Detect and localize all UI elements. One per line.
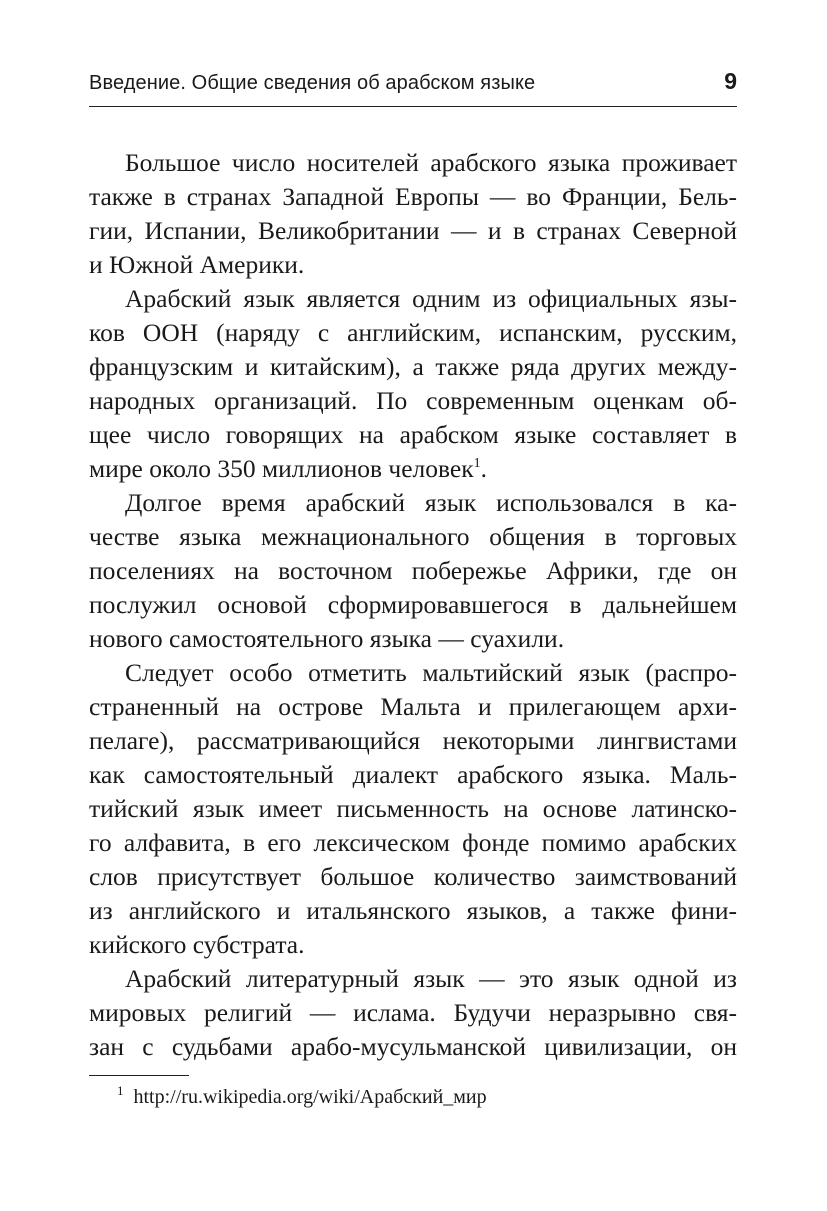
text-line: Арабский литературный язык — это язык одной из	[125, 964, 737, 993]
text-line: Долгое время арабский язык использовался в ка-	[125, 488, 737, 517]
text-line: из английского и итальянского языков, а также фини-	[89, 896, 737, 925]
text-line	[89, 452, 737, 486]
text-line: французским и китайским), а также ряда других между-	[89, 352, 737, 381]
text-line: го алфавита, в его лексическом фонде помимо арабских	[89, 828, 737, 857]
running-header	[89, 66, 737, 107]
text-line: нового самостоятельного языка — суахили.	[89, 624, 565, 653]
text-line: мировых религий — ислама. Будучи неразрывно свя-	[89, 998, 737, 1027]
footnote-separator	[89, 1075, 189, 1076]
text-line: страненный на острове Мальта и прилегающем архи-	[89, 692, 737, 721]
text-line: пелаге), рассматривающийся некоторыми лингвистами	[89, 726, 737, 755]
text-line: Большое число носителей арабского языка проживает	[125, 148, 737, 177]
text-line: честве языка межнационального общения в торговых	[89, 522, 737, 551]
footnote	[117, 1084, 487, 1110]
text-line: щее число говорящих на арабском языке составляет в	[89, 420, 737, 449]
text-line: как самостоятельный диалект арабского языка. Маль-	[89, 760, 737, 789]
text-line: народных организаций. По современным оценкам об-	[89, 386, 737, 415]
text-line: и Южной Америки.	[89, 250, 305, 279]
footnote-link[interactable]: http://ru.wikipedia.org/wiki/Арабский_мир	[133, 1086, 487, 1108]
text-line-content: мире около 350 миллионов человек	[89, 454, 474, 483]
text-line: ков ООН (наряду с английским, испанским, русским,	[89, 318, 737, 347]
text-line: слов присутствует большое количество заимствований	[89, 862, 737, 891]
text-line: послужил основой сформировавшегося в дальнейшем	[89, 590, 737, 619]
text-line: зан с судьбами арабо-мусульманской цивилизации, он	[89, 1032, 737, 1061]
text-line: кийского субстрата.	[89, 930, 305, 959]
sentence-period: .	[480, 454, 487, 483]
page-number: 9	[724, 68, 737, 94]
body-text	[89, 146, 737, 1064]
footnote-reference[interactable]: 1	[473, 456, 481, 471]
text-line: Арабский язык является одним из официальных язы-	[125, 284, 737, 313]
chapter-title: Введение. Общие сведения об арабском языке	[89, 72, 536, 94]
text-line: тийский язык имеет письменность на основе латинско-	[89, 794, 737, 823]
footnote-number: 1	[117, 1083, 124, 1098]
text-line: также в странах Западной Европы — во Франции, Бель-	[89, 182, 737, 211]
text-line: гии, Испании, Великобритании — и в странах Северной	[89, 216, 737, 245]
text-line: поселениях на восточном побережье Африки, где он	[89, 556, 737, 585]
text-line: Следует особо отметить мальтийский язык (распро-	[125, 658, 737, 687]
